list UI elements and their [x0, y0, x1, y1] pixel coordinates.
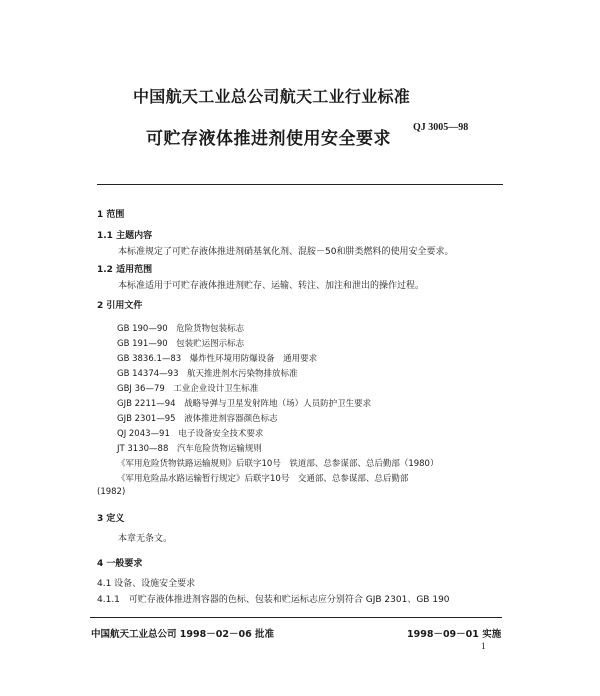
section-1-heading: 1 范围 — [97, 210, 125, 220]
section-4-1-heading: 4.1 设备、设施安全要求 — [97, 579, 196, 589]
standard-title: 可贮存液体推进剂使用安全要求 — [146, 129, 391, 149]
reference-item: GJB 2211—94 战略导弹与卫星发射阵地（场）人员防护卫生要求 — [117, 399, 372, 409]
section-4-1-1-text: 4.1.1 可贮存液体推进剂容器的色标、包装和贮运标志应分别符合 GJB 2301、GB 190 — [97, 595, 450, 605]
section-2-heading: 2 引用文件 — [97, 301, 143, 311]
page-number: 1 — [481, 641, 486, 651]
reference-item: GB 190—90 危险货物包装标志 — [117, 324, 245, 334]
reference-item: GBJ 36—79 工业企业设计卫生标准 — [117, 384, 259, 394]
approval-line: 中国航天工业总公司 1998－02－06 批准 — [91, 629, 274, 640]
section-1-2-text: 本标准适用于可贮存液体推进剂贮存、运输、转注、加注和泄出的操作过程。 — [118, 281, 425, 291]
reference-item: QJ 2043—91 电子设备安全技术要求 — [117, 429, 264, 439]
footer-divider — [90, 617, 502, 618]
reference-item: GB 14374—93 航天推进剂水污染物排放标准 — [117, 369, 298, 379]
header-org-title: 中国航天工业总公司航天工业行业标准 — [133, 87, 411, 106]
reference-continuation: (1982) — [97, 487, 126, 497]
section-1-1-text: 本标准规定了可贮存液体推进剂硝基氧化剂、混胺－50和肼类燃料的使用安全要求。 — [118, 247, 454, 257]
effective-date: 1998－09－01 实施 — [407, 629, 502, 640]
reference-item: 《军用危险品水路运输暂行规定》后联字10号 交通部、总参谋部、总后勤部 — [117, 474, 409, 484]
reference-item: JT 3130—88 汽车危险货物运输规则 — [117, 444, 262, 454]
reference-item: GJB 2301—95 液体推进剂容器颜色标志 — [117, 414, 278, 424]
reference-item: GB 191—90 包装贮运图示标志 — [117, 339, 245, 349]
reference-item: GB 3836.1—83 爆炸性环境用防爆设备 通用要求 — [117, 354, 318, 364]
standard-code: QJ 3005—98 — [413, 122, 469, 133]
section-4-heading: 4 一般要求 — [97, 559, 143, 569]
section-1-1-heading: 1.1 主题内容 — [97, 231, 153, 241]
section-1-2-heading: 1.2 适用范围 — [97, 265, 153, 275]
header-divider — [97, 184, 503, 185]
reference-item: 《军用危险货物铁路运输规则》后联字10号 铁道部、总参谋部、总后勤部（1980） — [117, 459, 439, 469]
section-3-heading: 3 定义 — [97, 514, 125, 524]
section-3-text: 本章无条文。 — [118, 534, 173, 544]
